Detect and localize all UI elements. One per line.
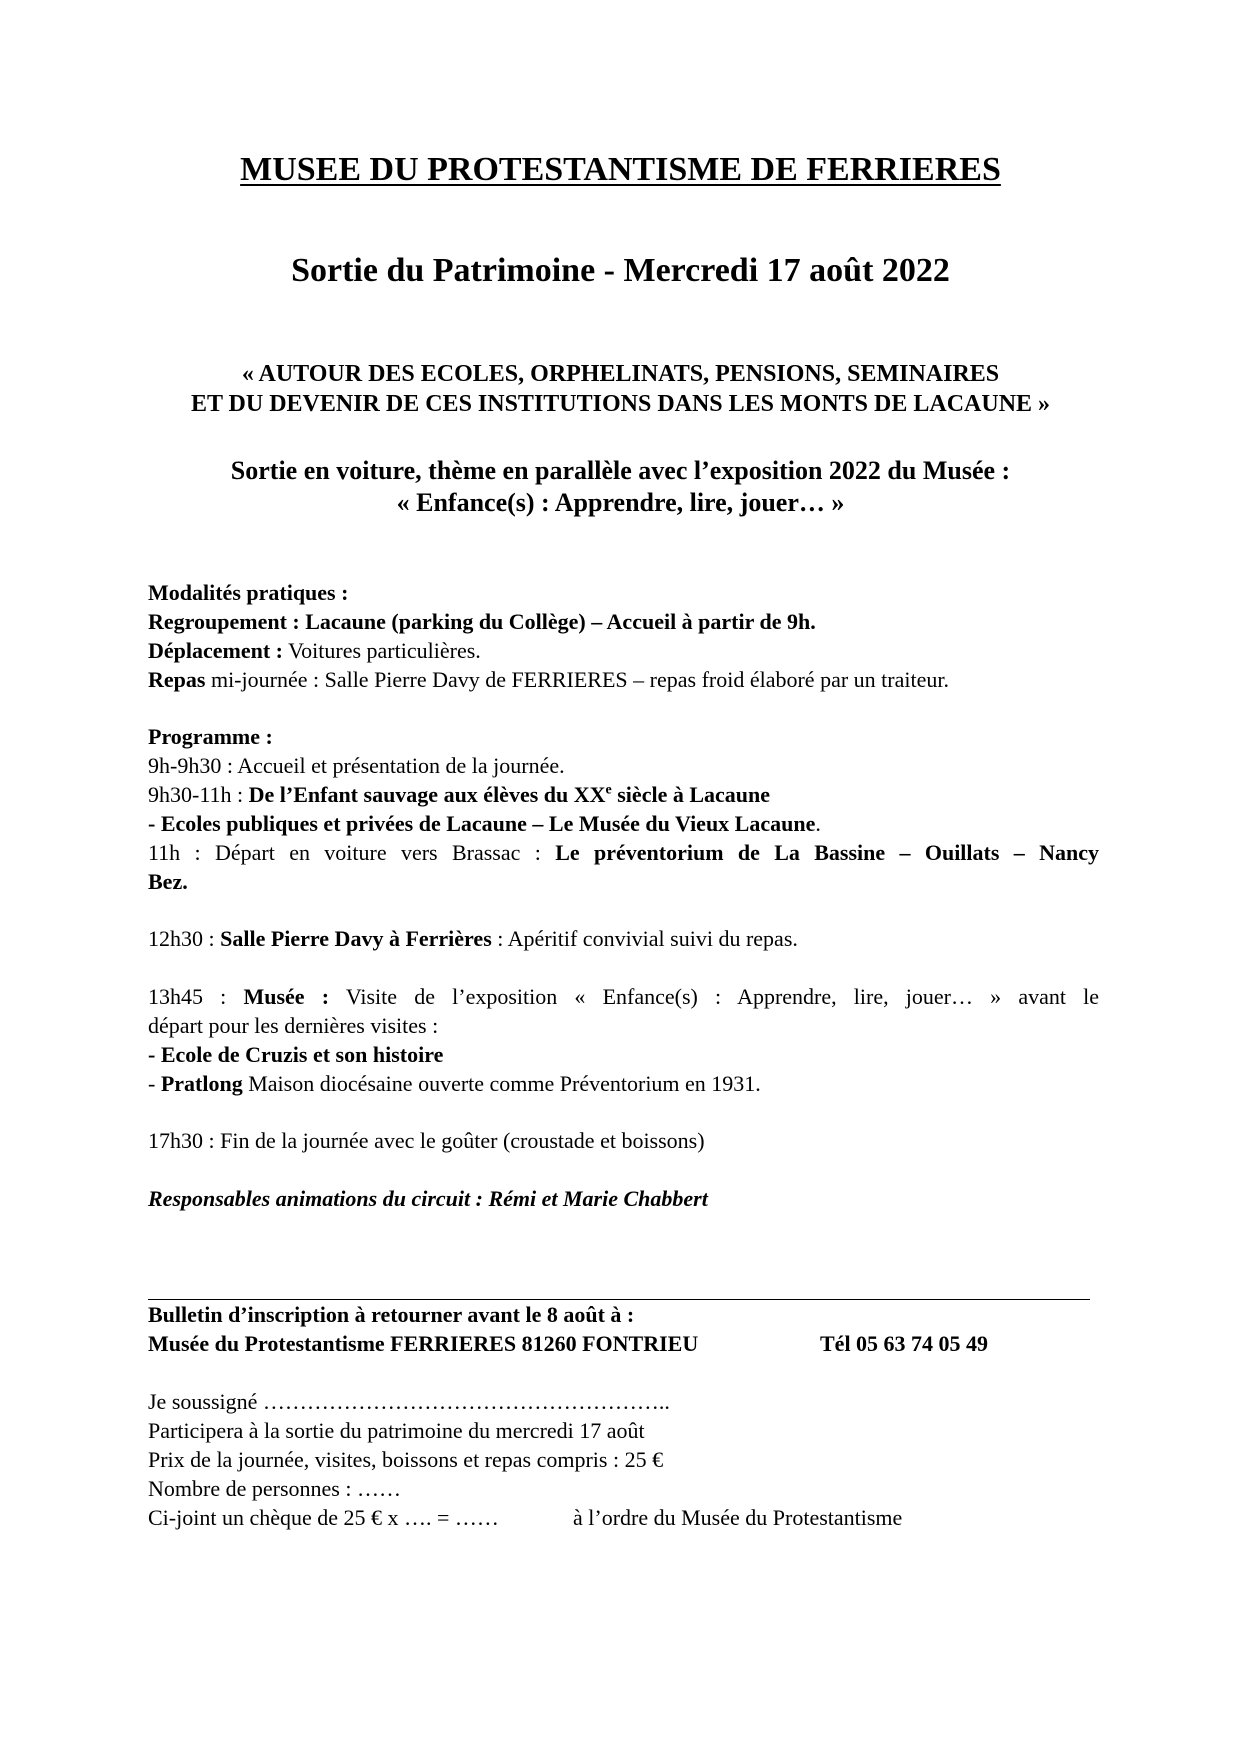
programme-heading: Programme : [148, 724, 273, 749]
programme-line-ecoles [148, 810, 821, 838]
pratlong-rest: Maison diocésaine ouverte comme Préventorium en 1931. [242, 1071, 761, 1096]
form-cheque: Ci-joint un chèque de 25 € x …. = …… [148, 1505, 499, 1530]
deplacement-label: Déplacement : [148, 638, 284, 663]
venue-name: Salle Pierre Davy à Ferrières [220, 926, 492, 951]
repas-value: mi-journée : Salle Pierre Davy de FERRIERES – repas froid élaboré par un traiteur. [205, 667, 949, 692]
event-subtitle: Sortie du Patrimoine - Mercredi 17 août 2022 [291, 252, 950, 289]
repas-rest: : Apéritif convivial suivi du repas. [491, 926, 798, 951]
deplacement-value: Voitures particulières. [283, 638, 481, 663]
time-label: 12h30 : [148, 926, 221, 951]
tagline-line-2: « Enfance(s) : Apprendre, lire, jouer… » [396, 488, 845, 517]
repas-label: Repas [148, 667, 206, 692]
document-title: MUSEE DU PROTESTANTISME DE FERRIERES [240, 151, 1001, 188]
musee-rest: Visite de l’exposition « Enfance(s) : Apprendre, lire, jouer… » avant le [329, 984, 1099, 1009]
form-participera: Participera à la sortie du patrimoine du mercredi 17 août [148, 1418, 645, 1443]
separator-line [148, 1299, 1090, 1300]
superscript-e: e [605, 782, 612, 798]
theme-line-2: ET DU DEVENIR DE CES INSTITUTIONS DANS LES MONTS DE LACAUNE » [190, 391, 1051, 417]
form-prix: Prix de la journée, visites, boissons et repas compris : 25 € [148, 1447, 664, 1472]
form-ordre: à l’ordre du Musée du Protestantisme [573, 1505, 903, 1530]
session-title-rest: siècle à Lacaune [611, 782, 771, 807]
depart-text: 11h : Départ en voiture vers Brassac : [148, 840, 556, 865]
programme-line-repas [148, 925, 798, 953]
time-label: 13h45 : [148, 984, 244, 1009]
programme-line-pratlong [148, 1070, 761, 1098]
modalites-heading: Modalités pratiques : [148, 580, 349, 605]
programme-line-enfant-sauvage [148, 781, 770, 809]
programme-line-preventorium [148, 839, 1099, 867]
responsables-line: Responsables animations du circuit : Rémi et Marie Chabbert [148, 1186, 708, 1211]
programme-line-cruzis [148, 1041, 443, 1069]
form-nombre: Nombre de personnes : …… [148, 1476, 401, 1501]
programme-line-musee [148, 983, 1099, 1011]
form-soussigne: Je soussigné ……………………………………………….. [148, 1389, 670, 1414]
modalites-deplacement [148, 637, 481, 665]
bulletin-phone: Tél 05 63 74 05 49 [820, 1331, 989, 1356]
musee-label: Musée : [243, 984, 330, 1009]
time-label: 9h30-11h : [148, 782, 249, 807]
programme-line-accueil: 9h-9h30 : Accueil et présentation de la journée. [148, 753, 565, 778]
programme-line-fin: 17h30 : Fin de la journée avec le goûter (croustade et boissons) [148, 1128, 705, 1153]
pratlong-title: Pratlong [160, 1071, 243, 1096]
cruzis-title: Ecole de Cruzis et son histoire [160, 1042, 444, 1067]
bulletin-heading: Bulletin d’inscription à retourner avant le 8 août à : [148, 1302, 635, 1327]
ecoles-period: . [815, 811, 821, 836]
ecoles-text: - Ecoles publiques et privées de Lacaune – Le Musée du Vieux Lacaune [148, 811, 816, 836]
theme-line-1: « AUTOUR DES ECOLES, ORPHELINATS, PENSIONS, SEMINAIRES [241, 361, 1000, 387]
session-title: De l’Enfant sauvage aux élèves du XX [248, 782, 606, 807]
list-dash: - [148, 1071, 161, 1096]
modalites-repas [148, 666, 949, 694]
list-dash: - [148, 1042, 161, 1067]
bulletin-address: Musée du Protestantisme FERRIERES 81260 FONTRIEU [148, 1331, 699, 1356]
programme-line-depart: départ pour les dernières visites : [148, 1013, 439, 1038]
modalites-regroupement: Regroupement : Lacaune (parking du Collège) – Accueil à partir de 9h. [148, 609, 816, 634]
tagline-line-1: Sortie en voiture, thème en parallèle avec l’exposition 2022 du Musée : [230, 456, 1011, 485]
programme-line-bez: Bez. [148, 869, 188, 894]
preventorium-title: Le préventorium de La Bassine – Ouillats – Nancy [555, 840, 1099, 865]
